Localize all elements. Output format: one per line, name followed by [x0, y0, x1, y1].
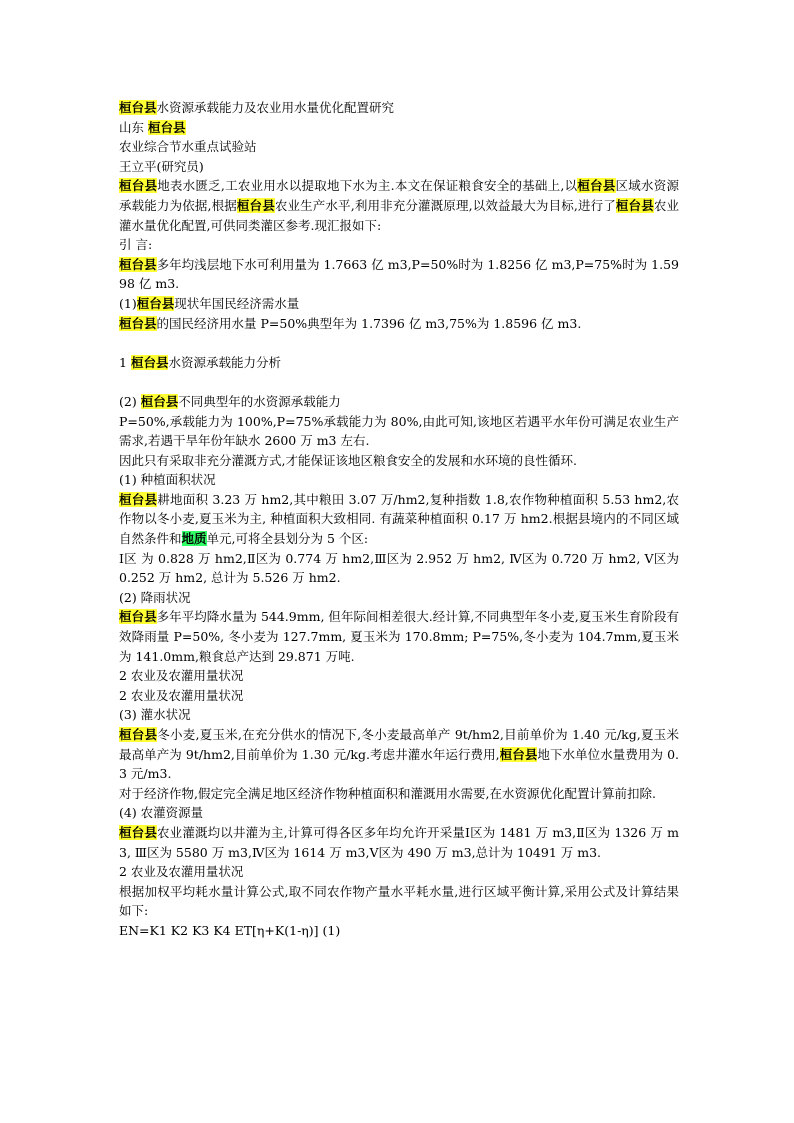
water-resource-paragraph: 桓台县农业灌溉均以井灌为主,计算可得各区多年均允许开采量Ⅰ区为 1481 万 m3,Ⅱ区为 1326 万 m3, Ⅲ区为 5580 万 m3,Ⅳ区为 1614 万 m3,Ⅴ区为 490 万 m3,总计为 10491 万 m3. — [119, 824, 679, 860]
section-2-heading: 2 农业及农灌用量状况 — [119, 864, 244, 880]
planting-paragraph: 桓台县耕地面积 3.23 万 hm2,其中粮田 3.07 万/hm2,复种指数 1.8,农作物种植面积 5.53 hm2,农作物以冬小麦,夏玉米为主, 种植面积大致相同. 有蔬菜种植面积 0.17 万 hm2.根据县境内的不同区域自然条件和地质单元,可将全县划分为 5 个区: — [119, 491, 679, 547]
irrigation-paragraph: 桓台县冬小麦,夏玉米,在充分供水的情况下,冬小麦最高单产 9t/hm2,目前单价为 1.40 元/kg,夏玉米最高单产为 9t/hm2,目前单价为 1.30 元/kg.考虑井灌水年运行费用,桓台县地下水单位水量费用为 0.3 元/m3. — [119, 727, 679, 782]
zones-paragraph: Ⅰ区 为 0.828 万 hm2,Ⅱ区为 0.774 万 hm2,Ⅲ区为 2.952 万 hm2, Ⅳ区为 0.720 万 hm2, Ⅴ区为 0.252 万 hm2, 总计为 5.526 万 hm2. — [119, 550, 679, 586]
intro-heading: 引 言: — [119, 237, 153, 253]
geology-highlight: 地质 — [181, 531, 207, 547]
rainfall-paragraph: 桓台县多年平均降水量为 544.9mm, 但年际间相差很大.经计算,不同典型年冬小麦,夏玉米生育阶段有效降雨量 P=50%, 冬小麦为 127.7mm, 夏玉米为 170.8mm; P=75%,冬小麦为 104.7mm,夏玉米为 141.0mm,粮食总产达到 29.871 万吨. — [119, 609, 679, 664]
method-paragraph: 根据加权平均耗水量计算公式,取不同农作物产量水平耗水量,进行区域平衡计算,采用公式及计算结果如下: — [119, 883, 679, 919]
section-1-heading: 1 桓台县水资源承载能力分析 — [119, 354, 281, 370]
formula-line: EN=K1 K2 K3 K4 ET[η+K(1-η)] (1) — [119, 922, 341, 938]
section-2-heading: 2 农业及农灌用量状况 — [119, 687, 244, 703]
section-2-heading: 2 农业及农灌用量状况 — [119, 668, 244, 684]
water-resource-heading: (4) 农灌资源量 — [119, 805, 204, 821]
county-highlight: 桓台县 — [119, 100, 157, 115]
rainfall-heading: (2) 降雨状况 — [119, 589, 191, 605]
abstract-paragraph: 桓台县地表水匮乏,工农业用水以提取地下水为主.本文在保证粮食安全的基础上,以桓台县区域水资源承载能力为依据,根据桓台县农业生产水平,利用非充分灌溉原理,以效益最大为目标,进行了桓台县农业灌水量优化配置,可供同类灌区参考.现汇报如下: — [119, 178, 679, 233]
doc-title: 桓台县水资源承载能力及农业用水量优化配置研究 — [119, 100, 395, 115]
irrigation-heading: (3) 灌水状况 — [119, 707, 191, 723]
demand-paragraph: 桓台县的国民经济用水量 P=50%典型年为 1.7396 亿 m3,75%为 1.8596 亿 m3. — [119, 315, 582, 331]
planting-heading: (1) 种植面积状况 — [119, 472, 216, 488]
organization-line: 农业综合节水重点试验站 — [119, 139, 257, 155]
location-line: 山东 桓台县 — [119, 119, 186, 135]
cash-crop-paragraph: 对于经济作物,假定完全满足地区经济作物种植面积和灌溉用水需要,在水资源优化配置计算前扣除. — [119, 785, 656, 801]
conclusion-paragraph: 因此只有采取非充分灌溉方式,才能保证该地区粮食安全的发展和水环境的良性循环. — [119, 452, 577, 468]
county-highlight: 桓台县 — [147, 119, 186, 135]
capacity-heading: (2) 桓台县不同典型年的水资源承载能力 — [119, 393, 341, 409]
capacity-paragraph: P=50%,承载能力为 100%,P=75%承载能力为 80%,由此可知,该地区若遇平水年份可满足农业生产需求,若遇干旱年份年缺水 2600 万 m3 左右. — [119, 413, 679, 449]
author-line: 王立平(研究员) — [119, 158, 204, 174]
groundwater-paragraph: 桓台县多年均浅层地下水可利用量为 1.7663 亿 m3,P=50%时为 1.8256 亿 m3,P=75%时为 1.5998 亿 m3. — [119, 256, 679, 292]
document-page — [119, 98, 679, 941]
demand-heading: (1)桓台县现状年国民经济需水量 — [119, 295, 300, 311]
